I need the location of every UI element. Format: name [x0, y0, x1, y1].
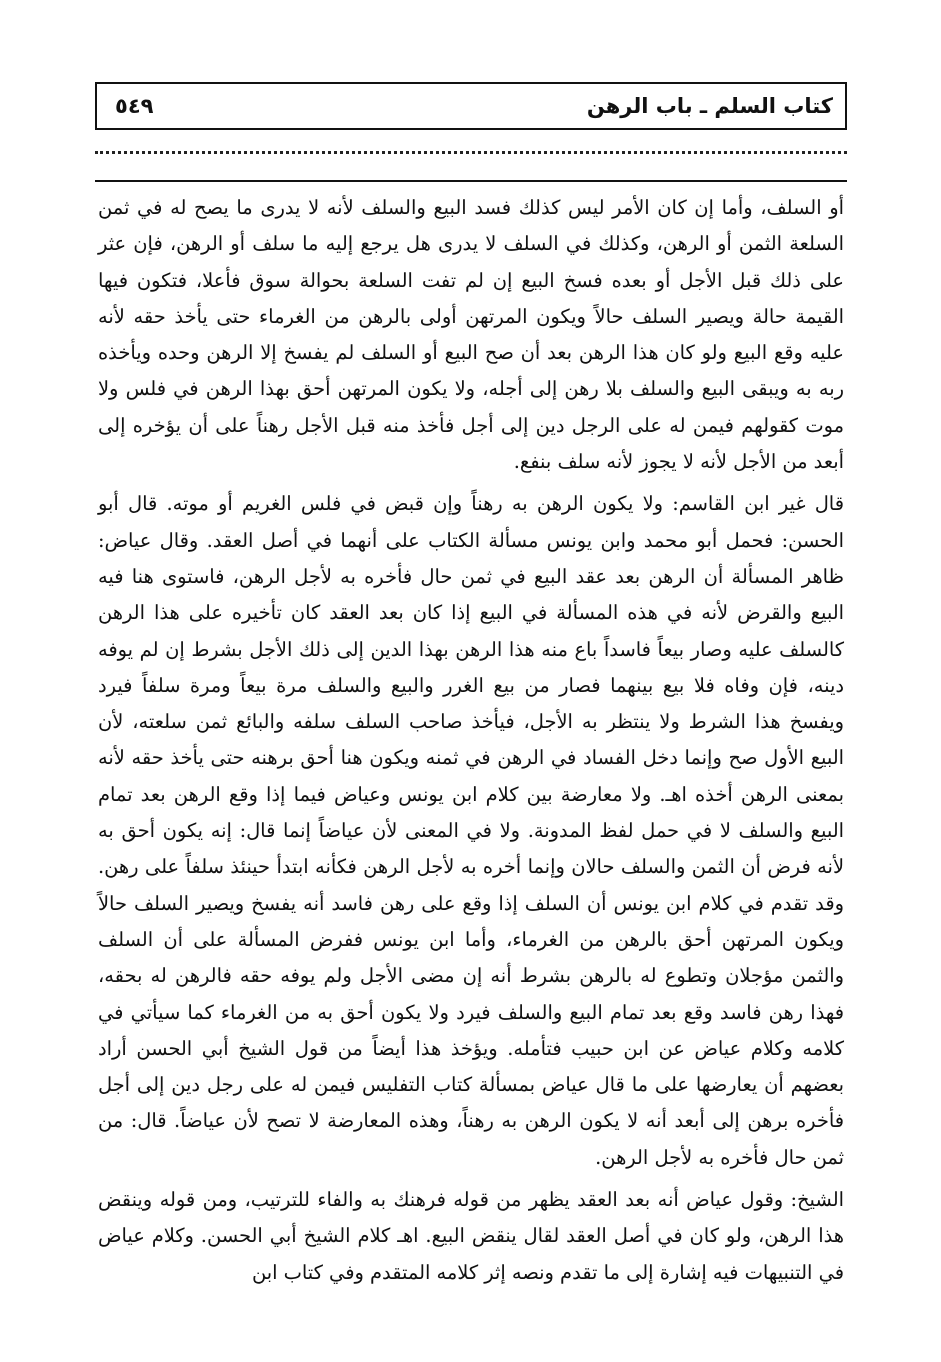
body-text	[98, 190, 844, 1291]
chapter-title: كتاب السلم ـ باب الرهن	[586, 94, 833, 118]
paragraph-1: أو السلف، وأما إن كان الأمر ليس كذلك فسد البيع والسلف لأنه لا يدرى ما يصح له في ثمن السلعة الثمن أو الرهن، وكذلك في السلف لا يدرى هل يرجع إليه ما سلف أو الرهن، فإن عثر على ذلك قبل الأجل أو بعده فسخ البيع إن لم تفت السلعة بحوالة سوق فأعلا، فتكون فيها القيمة حالة ويصير السلف حالاً ويكون المرتهن أولى بالرهن من الغرماء حتى يأخذ حقه لأنه عليه وقع البيع ولو كان هذا الرهن بعد أن صح البيع أو السلف لم يفسخ إلا الرهن وحده ويأخذه ربه به ويبقى البيع والسلف بلا رهن إلى أجله، ولا يكون المرتهن أحق بهذا الرهن في فلس ولا موت كقولهم فيمن له على الرجل دين إلى أجل فأخذ منه قبل الأجل رهناً على أن يؤخره إلى أبعد من الأجل لأنه لا يجوز لأنه سلف بنفع.	[98, 196, 844, 474]
horizontal-rule	[95, 180, 847, 182]
page-number: ٥٤٩	[115, 94, 154, 118]
paragraph-3: الشيخ: وقول عياض أنه بعد العقد يظهر من قوله فرهنك به والفاء للترتيب، ومن قوله وينقض هذا الرهن، ولو كان في أصل العقد لقال ينقض البيع. اهـ كلام الشيخ أبي الحسن. وكلام عياض في التنبيهات فيه إشارة إلى ما تقدم ونصه إثر كلامه المتقدم وفي كتاب ابن	[98, 1188, 844, 1284]
paragraph-2: قال غير ابن القاسم: ولا يكون الرهن به رهناً وإن قبض في فلس الغريم أو موته. قال أبو الحسن: فحمل أبو محمد وابن يونس مسألة الكتاب على أنهما في أصل العقد. وقال عياض: ظاهر المسألة أن الرهن بعد عقد البيع في ثمن حال فأخره به لأجل الرهن، فاستوى هنا فيه البيع والقرض لأنه في هذه المسألة في البيع إذا كان بعد العقد كان تأخيره على هذا الرهن كالسلف عليه وصار بيعاً فاسداً باع منه هذا الرهن بهذا الدين إلى ذلك الأجل بشرط إن لم يوفه دينه، فإن وفاه فلا بيع بينهما فصار من بيع الغرر والبيع والسلف مرة بيعاً ومرة سلفاً فيرد ويفسخ هذا الشرط ولا ينتظر به الأجل، فيأخذ صاحب السلف سلفه والبائع ثمن سلعته، لأن البيع الأول صح وإنما دخل الفساد في الرهن في ثمنه ويكون هنا أحق برهنه حتى يأخذ حقه لأنه بمعنى الرهن أخذه اهـ. ولا معارضة بين كلام ابن يونس وعياض فيما إذا وقع الرهن بعد تمام البيع والسلف لا في حمل لفظ المدونة. ولا في المعنى لأن عياضاً إنما قال: إنه يكون أحق به لأنه فرض أن الثمن والسلف حالان وإنما أخره به لأجل الرهن فكأنه ابتدأ حينئذ سلفاً على رهن. وقد تقدم في كلام ابن يونس أن السلف إذا وقع على رهن فاسد أنه يفسخ ويصير السلف حالاً ويكون المرتهن أحق بالرهن من الغرماء، وأما ابن يونس ففرض المسألة على أن السلف والثمن مؤجلان وتطوع له بالرهن بشرط أنه إن مضى الأجل ولم يوفه حقه فالرهن له بحقه، فهذا رهن فاسد وقع بعد تمام البيع والسلف فيرد ولا يكون أحق به من الغرماء كما سيأتي في كلامه وكلام عياض عن ابن حبيب فتأمله. ويؤخذ هذا أيضاً من قول الشيخ أبي الحسن أراد بعضهم أن يعارضها على ما قال عياض بمسألة كتاب التفليس فيمن له على رجل دين إلى أجل فأخره برهن إلى أبعد أنه لا يكون الرهن به رهناً، وهذه المعارضة لا تصح لأن عياضاً. قال: من ثمن حال فأخره به لأجل الرهن.	[98, 492, 844, 1169]
running-header	[95, 82, 847, 130]
dotted-separator	[95, 148, 847, 154]
